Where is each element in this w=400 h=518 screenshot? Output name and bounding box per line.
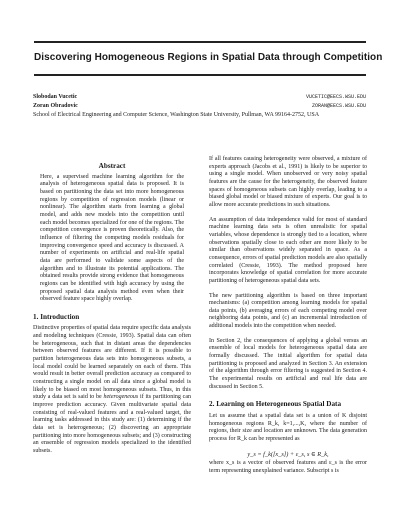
introduction-heading: 1. Introduction xyxy=(33,312,80,321)
title-top-rule xyxy=(34,41,366,43)
affiliation: School of Electrical Engineering and Computer Science, Washington State University, Pullman, WA 99164-2752, USA xyxy=(33,111,320,118)
left-column xyxy=(33,163,191,463)
intro-emphasis: heterogeneous xyxy=(103,394,139,401)
author-name: Zoran Obradovic xyxy=(33,102,78,109)
introduction-paragraph xyxy=(33,325,191,455)
author-row xyxy=(33,102,366,111)
paragraph: where x_s is a vector of observed features and ε_s is the error term representing unexplained variance. Subscript s is xyxy=(209,460,367,474)
equation: y_s = f_k([x_s]) + ε_s, s ∈ R_k, xyxy=(247,450,329,458)
paragraph: If all features causing heterogeneity were observed, a mixture of experts approach (Jacobs et al., 1991) is likely to be superior to using a single model. When unobserved or very noisy spatial features are the cause for the heterogeneity, the observed feature spaces of homogeneous subsets can highly overlap, leading to a biased global model or biased mixture of experts. Our goal is to allow more accurate predictions in such situations. xyxy=(209,156,367,208)
paragraph: An assumption of data independence valid for most of standard machine learning data sets is often unrealistic for spatial variables, whose dependence is strongly tied to a location, where observations spatially close to each other are more likely to be similar than observations widely separated in space. As a consequence, errors of spatial prediction models are also spatially correlated (Cressie, 1993). The method proposed here incorporates knowledge of spatial correlation for more accurate partitioning of heterogeneous spatial data sets. xyxy=(209,216,367,284)
paragraph: In Section 2, the consequences of applying a global versus an ensemble of local models for heterogeneous spatial data are formally discussed. The initial algorithm for spatial data partitioning is proposed and analyzed in Section 3. An extension of the algorithm through error filtering is suggested in Section 4. The experimental results on artificial and real life data are discussed in Section 5. xyxy=(209,337,367,390)
author-email: ZORAN@EECS.WSU.EDU xyxy=(311,102,366,109)
section-2-heading: 2. Learning on Heterogeneous Spatial Data xyxy=(209,400,342,409)
author-name: Slobodan Vucetic xyxy=(33,94,78,100)
intro-text-part: if its partitioning can improve prediction accuracy. Given multivariate spatial data consisting of real-valued features and a real-valued target, the learning tasks addressed in this study are: (1) determining if the data set is heterogeneous; (2) discovering an appropriate partitioning into more homogeneous subsets; and (3) constructing an ensemble of regression models specialized to the identified subsets. xyxy=(33,394,191,454)
author-email: VUCETIC@EECS.WSU.EDU xyxy=(305,94,366,100)
author-row xyxy=(33,93,366,102)
paragraph: Let us assume that a spatial data set is a union of K disjoint homogeneous regions R_k, k=1,...,K, where the number of regions, their size and location are unknown. The data generation process for R_k can be represented as xyxy=(209,413,367,442)
title-bottom-rule xyxy=(34,74,366,76)
right-column xyxy=(209,156,367,483)
paragraph: The new partitioning algorithm is based on three important mechanisms: (a) competition among learning models for spatial data points, (b) averaging errors of each competing model over neighboring data points, and (c) an incremental introduction of additional models into the competition when needed. xyxy=(209,292,367,330)
intro-text-part: Distinctive properties of spatial data require specific data analysis and modeling techniques (Cressie, 1993). Spatial data can often be heterogeneous, such that in distant areas the dependencies between observed features are different. If it is possible to partition heterogeneous data sets into homogeneous subsets, a local model could be learned separately on each of them. This would result in better overall prediction accuracy as compared to constructing a single model on all data since a global model is likely to be biased on most homogeneous subsets. Thus, in this study a data set is said to be xyxy=(33,325,191,401)
paper-title: Discovering Homogeneous Regions in Spatial Data through Competition xyxy=(34,52,383,63)
author-block xyxy=(33,93,366,119)
abstract-heading: Abstract xyxy=(98,162,126,170)
abstract-text: Here, a supervised machine learning algorithm for the analysis of heterogeneous spatial data is proposed. It is based on partitioning the data set into more homogeneous regions by competition of regression models (linear or nonlinear). The algorithm starts from learning a global model, and adds new models into the competition until each model becomes specialized for one of the regions. The competition convergence is proven theoretically. Also, the influence of filtering the competing models residuals for improving convergence speed and accuracy is discussed. A number of experiments on artificial and real-life spatial data are performed to validate some aspects of the algorithm and to illustrate its potential applications. The obtained results provide strong evidence that homogeneous regions can be identified with high accuracy by using the proposed spatial data analysis method even when their observed feature space highly overlap. xyxy=(40,173,184,303)
